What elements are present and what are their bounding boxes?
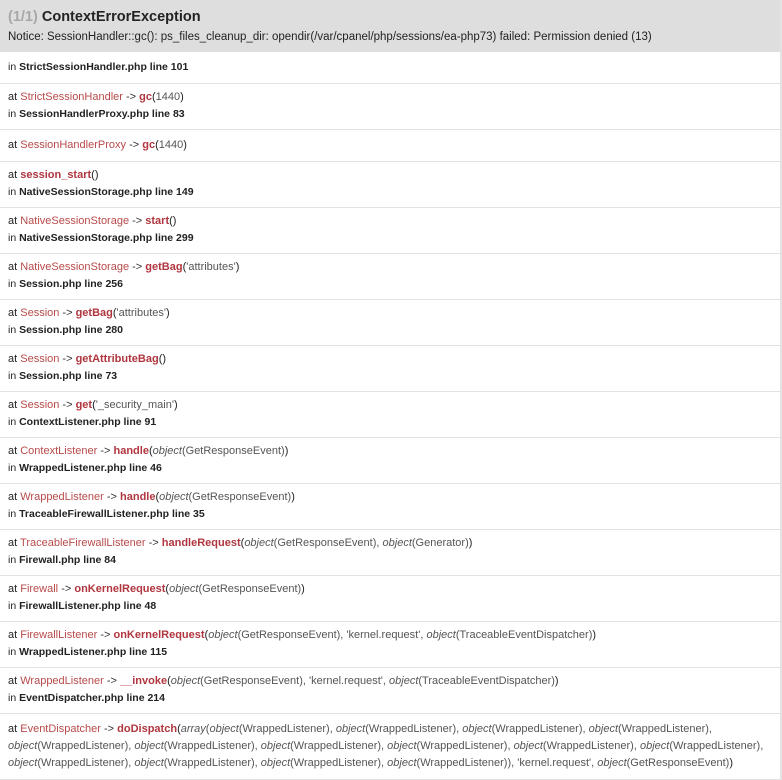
trace-class: NativeSessionStorage [20,215,130,227]
trace-row [0,300,780,346]
paren-open: ( [204,629,209,641]
exception-counter: (1/1) [8,9,38,25]
paren-close: ) [172,215,177,227]
trace-call: at WrappedListener -> handle(object(GetResponseEvent)) [8,491,295,503]
paren-open: ( [240,537,245,549]
paren-close: ) [554,675,559,687]
trace-row [0,346,780,392]
trace-location: in Session.php line 73 [8,370,118,382]
trace-function: gc [139,91,152,103]
trace-arrow: -> [97,445,114,457]
arg-value: (WrappedListener) [37,740,129,752]
trace-arrow: -> [97,629,114,641]
arg-type: object [639,740,670,752]
paren-open: ( [148,445,153,457]
trace-args [153,445,285,457]
trace-args: object(GetResponseEvent), 'kernel.request', object(TraceableEventDispatcher) [208,629,593,641]
trace-row [0,208,780,254]
trace-function: __invoke [120,675,168,687]
exception-class: ContextErrorException [41,9,201,25]
trace-call: at TraceableFirewallListener -> handleRequest(object(GetResponseEvent), object(Generator)) [8,537,473,549]
trace-row [0,130,780,162]
trace-class: Session [20,353,60,365]
arg-value: (GetResponseEvent) [181,445,285,457]
paren-close: ) [235,261,240,273]
arg-type: object [462,723,492,735]
trace-args: 1440 [158,139,184,151]
trace-args: 1440 [155,91,181,103]
arg-value: (GetResponseEvent) [188,491,292,503]
trace-call: at EventDispatcher -> doDispatch(array(object(WrappedListener), object(WrappedListener), object(WrappedListener), object(WrappedListener), object(WrappedListener), object(WrappedListener), object(WrappedListener), object(WrappedListener), object(WrappedListener), object(WrappedListener), object(WrappedListener), object(WrappedListener), object(WrappedListener), object(WrappedListener)), 'kernel.request', object(GetResponseEvent)) [8,723,764,769]
paren-open: ( [169,215,173,227]
trace-file: Session.php line 280 [19,324,123,336]
arg-type: object [152,445,182,457]
paren-close: ) [284,445,289,457]
exception-message: Notice: SessionHandler::gc(): ps_files_cleanup_dir: opendir(/var/cpanel/php/sessions/ea-php73) failed: Permission denied (13) [8,31,652,43]
paren-close: ) [183,139,187,151]
trace-row [0,52,780,84]
paren-close: ) [180,91,184,103]
paren-close: ) [592,629,597,641]
arg-value: (GetResponseEvent) [626,757,730,769]
arg-type: object [8,757,38,769]
trace-class: WrappedListener [20,491,104,503]
trace-call: at Session -> get('_security_main') [8,399,178,411]
trace-class: StrictSessionHandler [20,91,123,103]
trace-function: onKernelRequest [113,629,205,641]
paren-close: ) [173,399,178,411]
trace-class: TraceableFirewallListener [20,537,146,549]
arg-value: (WrappedListener) [290,740,382,752]
arg-value: 'kernel.request' [517,757,592,769]
arg-value: (WrappedListener) [416,740,508,752]
trace-arrow: -> [145,537,162,549]
trace-function: session_start [20,169,92,181]
trace-function: get [75,399,93,411]
arg-value: 'kernel.request' [346,629,421,641]
trace-file: TraceableFirewallListener.php line 35 [19,508,205,520]
trace-call: at StrictSessionHandler -> gc(1440) [8,91,184,103]
trace-location: in Firewall.php line 84 [8,554,116,566]
arg-value: (WrappedListener) [542,740,634,752]
trace-file: WrappedListener.php line 115 [19,646,168,658]
trace-args: '_security_main' [95,399,174,411]
trace-location: in ContextListener.php line 91 [8,416,157,428]
arg-value: (Generator) [411,537,469,549]
arg-value: (GetResponseEvent) [273,537,377,549]
arg-type: array [180,723,206,735]
paren-open: ( [167,675,171,687]
trace-call: at session_start() [8,169,99,181]
arg-value: (WrappedListener) [163,757,255,769]
trace-call: at FirewallListener -> onKernelRequest(object(GetResponseEvent), 'kernel.request', object(TraceableEventDispatcher)) [8,629,597,641]
paren-close: ) [165,307,170,319]
arg-type: object [426,629,456,641]
trace-location: in NativeSessionStorage.php line 149 [8,186,194,198]
arg-value: (WrappedListener) [669,740,761,752]
trace-row [0,530,780,576]
arg-type: object [389,675,419,687]
arg-value: (WrappedListener) [290,757,382,769]
trace-row [0,392,780,438]
trace-arrow: -> [122,91,140,103]
trace-class: FirewallListener [20,629,98,641]
exception-header [0,0,780,52]
trace-row [0,576,780,622]
paren-open: ( [165,583,170,595]
paren-close: ) [301,583,305,595]
trace-file: WrappedListener.php line 46 [19,462,162,474]
trace-location: in FirewallListener.php line 48 [8,600,157,612]
trace-arrow: -> [129,215,146,227]
trace-function: start [145,215,170,227]
arg-type: object [159,491,189,503]
trace-args: 'attributes' [116,307,166,319]
trace-location: in StrictSessionHandler.php line 101 [8,61,189,73]
arg-type: object [335,723,366,735]
arg-value: (WrappedListener) [365,723,457,735]
trace-call: at ContextListener -> handle(object(GetResponseEvent)) [8,445,289,457]
trace-class: NativeSessionStorage [20,261,130,273]
trace-row [0,162,780,208]
arg-type: object [387,757,417,769]
trace-function: onKernelRequest [74,583,166,595]
trace-file: NativeSessionStorage.php line 299 [19,232,194,244]
trace-file: FirewallListener.php line 48 [19,600,157,612]
arg-type: object [208,629,238,641]
trace-location: in WrappedListener.php line 115 [8,646,168,658]
trace-call: at Session -> getAttributeBag() [8,353,167,365]
paren-open: ( [112,307,117,319]
trace-location: in TraceableFirewallListener.php line 35 [8,508,205,520]
trace-row [0,714,780,780]
paren-open: ( [182,261,187,273]
trace-row [0,254,780,300]
arg-type: object [8,740,38,752]
trace-function: handleRequest [161,537,241,549]
paren-open: ( [158,353,163,365]
trace-arrow: -> [103,491,121,503]
arg-type: object [260,740,291,752]
paren-close: ) [291,491,295,503]
trace-call: at Session -> getBag('attributes') [8,307,170,319]
arg-type: object [134,740,164,752]
paren-open: ( [152,91,156,103]
trace-class: Session [20,307,60,319]
trace-file: SessionHandlerProxy.php line 83 [19,108,185,120]
arg-value: (WrappedListener) [238,723,330,735]
trace-function: getBag [75,307,113,319]
trace-class: SessionHandlerProxy [20,139,127,151]
exception-title [8,7,772,27]
arg-value: (WrappedListener) [618,723,709,735]
arg-value: (GetResponseEvent) [237,629,341,641]
arg-value: (TraceableEventDispatcher) [418,675,555,687]
arg-value: (TraceableEventDispatcher) [455,629,593,641]
trace-file: Firewall.php line 84 [19,554,116,566]
trace-arrow: -> [100,723,118,735]
trace-class: ContextListener [20,445,98,457]
arg-value: (GetResponseEvent) [198,583,302,595]
paren-close: ) [162,353,167,365]
trace-class: Firewall [20,583,59,595]
trace-file: EventDispatcher.php line 214 [19,692,165,704]
trace-call: at NativeSessionStorage -> getBag('attributes') [8,261,240,273]
trace-function: handle [120,491,156,503]
trace-function: handle [113,445,149,457]
trace-arrow: -> [103,675,121,687]
paren-open: ( [155,139,159,151]
trace-row [0,484,780,530]
trace-call: at NativeSessionStorage -> start() [8,215,177,227]
arg-type: object [134,757,164,769]
trace-args [169,583,301,595]
trace-location: in EventDispatcher.php line 214 [8,692,165,704]
arg-value: (WrappedListener) [163,740,255,752]
arg-type: object [597,757,627,769]
arg-value: 'kernel.request' [308,675,383,687]
arg-type: object [513,740,543,752]
trace-row [0,668,780,714]
arg-type: object [169,583,199,595]
arg-type: object [170,675,201,687]
trace-call: at SessionHandlerProxy -> gc(1440) [8,139,187,151]
trace-location: in NativeSessionStorage.php line 299 [8,232,194,244]
trace-file: Session.php line 256 [19,278,123,290]
trace-args: array(object(WrappedListener), object(WrappedListener), object(WrappedListener), object(WrappedListener), object(WrappedListener), object(WrappedListener), object(WrappedListener), object(WrappedListener), object(WrappedListener), object(WrappedListener), object(WrappedListener), object(WrappedListener), object(WrappedListener), object(WrappedListener)), 'kernel.request', object(GetResponseEvent) [8,723,764,769]
trace-args: object(GetResponseEvent), 'kernel.request', object(TraceableEventDispatcher) [170,675,555,687]
trace-call: at WrappedListener -> __invoke(object(GetResponseEvent), 'kernel.request', object(TraceableEventDispatcher)) [8,675,559,687]
trace-file: ContextListener.php line 91 [19,416,157,428]
trace-function: getBag [145,261,183,273]
paren-close: ) [94,169,99,181]
trace-function: getAttributeBag [75,353,159,365]
trace-arrow: -> [59,353,76,365]
trace-row [0,622,780,668]
arg-type: object [387,740,417,752]
trace-function: gc [142,139,156,151]
trace-arrow: -> [129,261,146,273]
arg-type: object [588,723,618,735]
arg-value: (GetResponseEvent) [200,675,303,687]
paren-open: ( [91,169,95,181]
stack-trace [0,52,780,780]
arg-value: (WrappedListener) [491,723,583,735]
trace-args: object(GetResponseEvent), object(Generator) [244,537,469,549]
trace-class: Session [20,399,60,411]
arg-value: (WrappedListener) [416,757,508,769]
arg-value: (WrappedListener) [37,757,129,769]
trace-arrow: -> [59,399,76,411]
paren-open: ( [155,491,160,503]
trace-file: StrictSessionHandler.php line 101 [19,61,189,73]
trace-class: WrappedListener [20,675,104,687]
trace-arrow: -> [59,307,76,319]
trace-function: doDispatch [117,723,178,735]
trace-file: NativeSessionStorage.php line 149 [19,186,194,198]
trace-args: 'attributes' [186,261,236,273]
trace-location: in Session.php line 280 [8,324,123,336]
arg-type: object [209,723,239,735]
trace-arrow: -> [58,583,75,595]
trace-args [159,491,291,503]
paren-close: ) [729,757,734,769]
trace-location: in Session.php line 256 [8,278,123,290]
trace-arrow: -> [126,139,143,151]
paren-open: ( [92,399,96,411]
trace-location: in SessionHandlerProxy.php line 83 [8,108,185,120]
trace-location: in WrappedListener.php line 46 [8,462,162,474]
trace-class: EventDispatcher [20,723,101,735]
arg-type: object [382,537,412,549]
arg-type: object [260,757,291,769]
paren-open: ( [177,723,181,735]
arg-type: object [244,537,274,549]
trace-row [0,84,780,130]
trace-call: at Firewall -> onKernelRequest(object(GetResponseEvent)) [8,583,305,595]
paren-close: ) [468,537,473,549]
trace-row [0,438,780,484]
trace-file: Session.php line 73 [19,370,118,382]
